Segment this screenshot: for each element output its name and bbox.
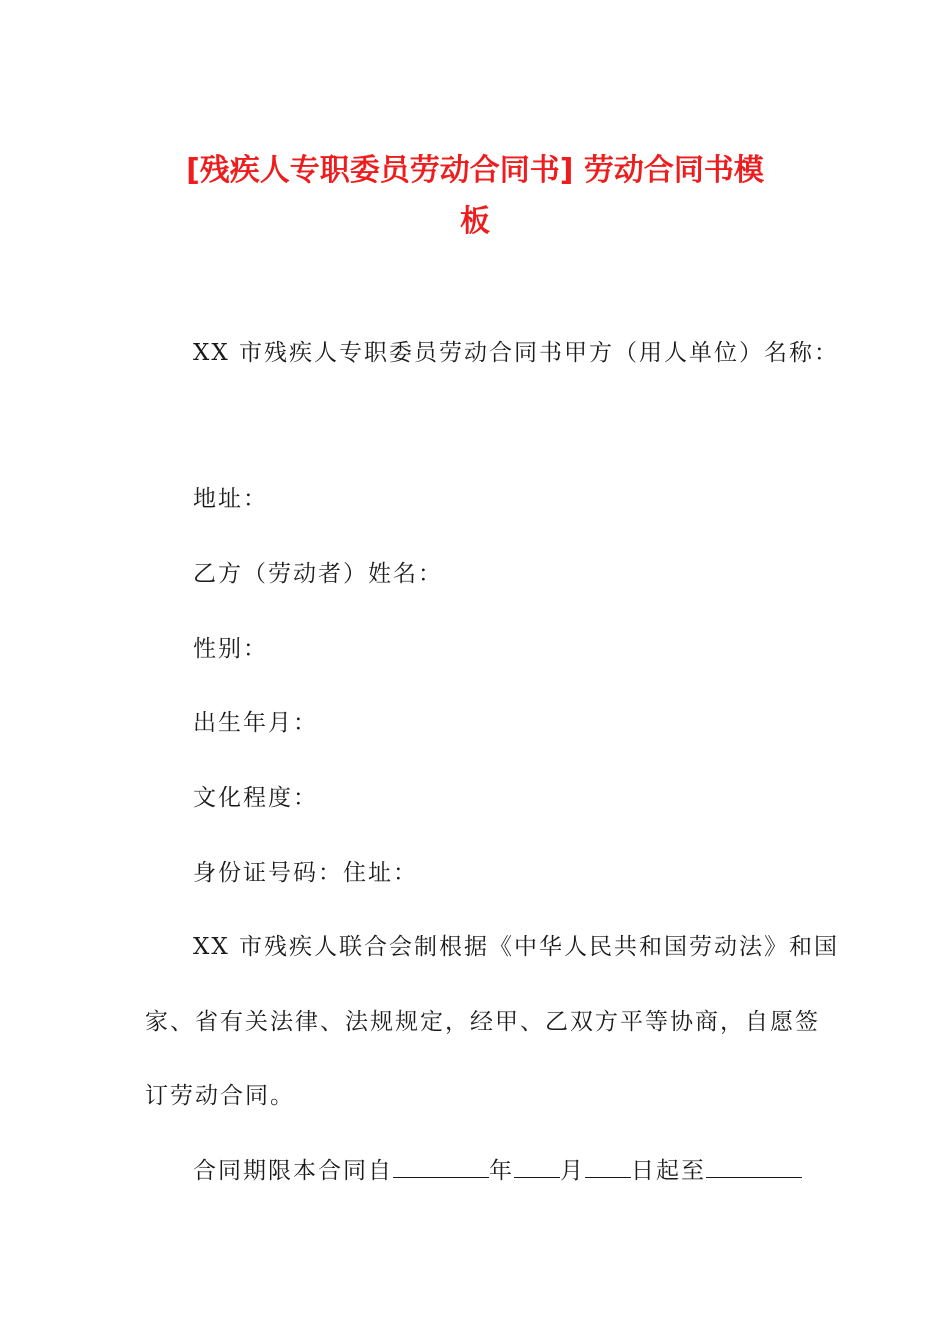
start-day-blank — [585, 1155, 631, 1178]
document-title-line-2: 板 — [460, 204, 490, 239]
end-date-blank — [706, 1155, 802, 1178]
education-line: 文化程度： — [193, 785, 318, 811]
legal-basis-line-2: 家、省有关法律、法规规定，经甲、乙双方平等协商，自愿签 — [145, 1009, 820, 1035]
year-label: 年 — [489, 1158, 514, 1184]
month-label: 月 — [560, 1158, 585, 1184]
gender-line: 性别： — [193, 636, 268, 662]
document-title-line-1: [残疾人专职委员劳动合同书] 劳动合同书模 — [186, 153, 764, 188]
start-month-blank — [514, 1155, 560, 1178]
address-line: 地址： — [193, 486, 268, 512]
party-a-name-line: XX 市残疾人专职委员劳动合同书甲方（用人单位）名称： — [193, 340, 840, 366]
start-year-blank — [393, 1155, 489, 1178]
legal-basis-line-1: XX 市残疾人联合会制根据《中华人民共和国劳动法》和国 — [193, 934, 840, 960]
birth-date-line: 出生年月： — [193, 710, 318, 736]
day-label: 日起至 — [631, 1158, 706, 1184]
contract-term-prefix: 合同期限本合同自 — [193, 1158, 393, 1184]
legal-basis-line-3: 订劳动合同。 — [145, 1083, 295, 1109]
party-b-name-line: 乙方（劳动者）姓名： — [193, 561, 443, 587]
contract-term-line — [193, 1155, 802, 1187]
id-and-address-line: 身份证号码：住址： — [193, 860, 418, 886]
